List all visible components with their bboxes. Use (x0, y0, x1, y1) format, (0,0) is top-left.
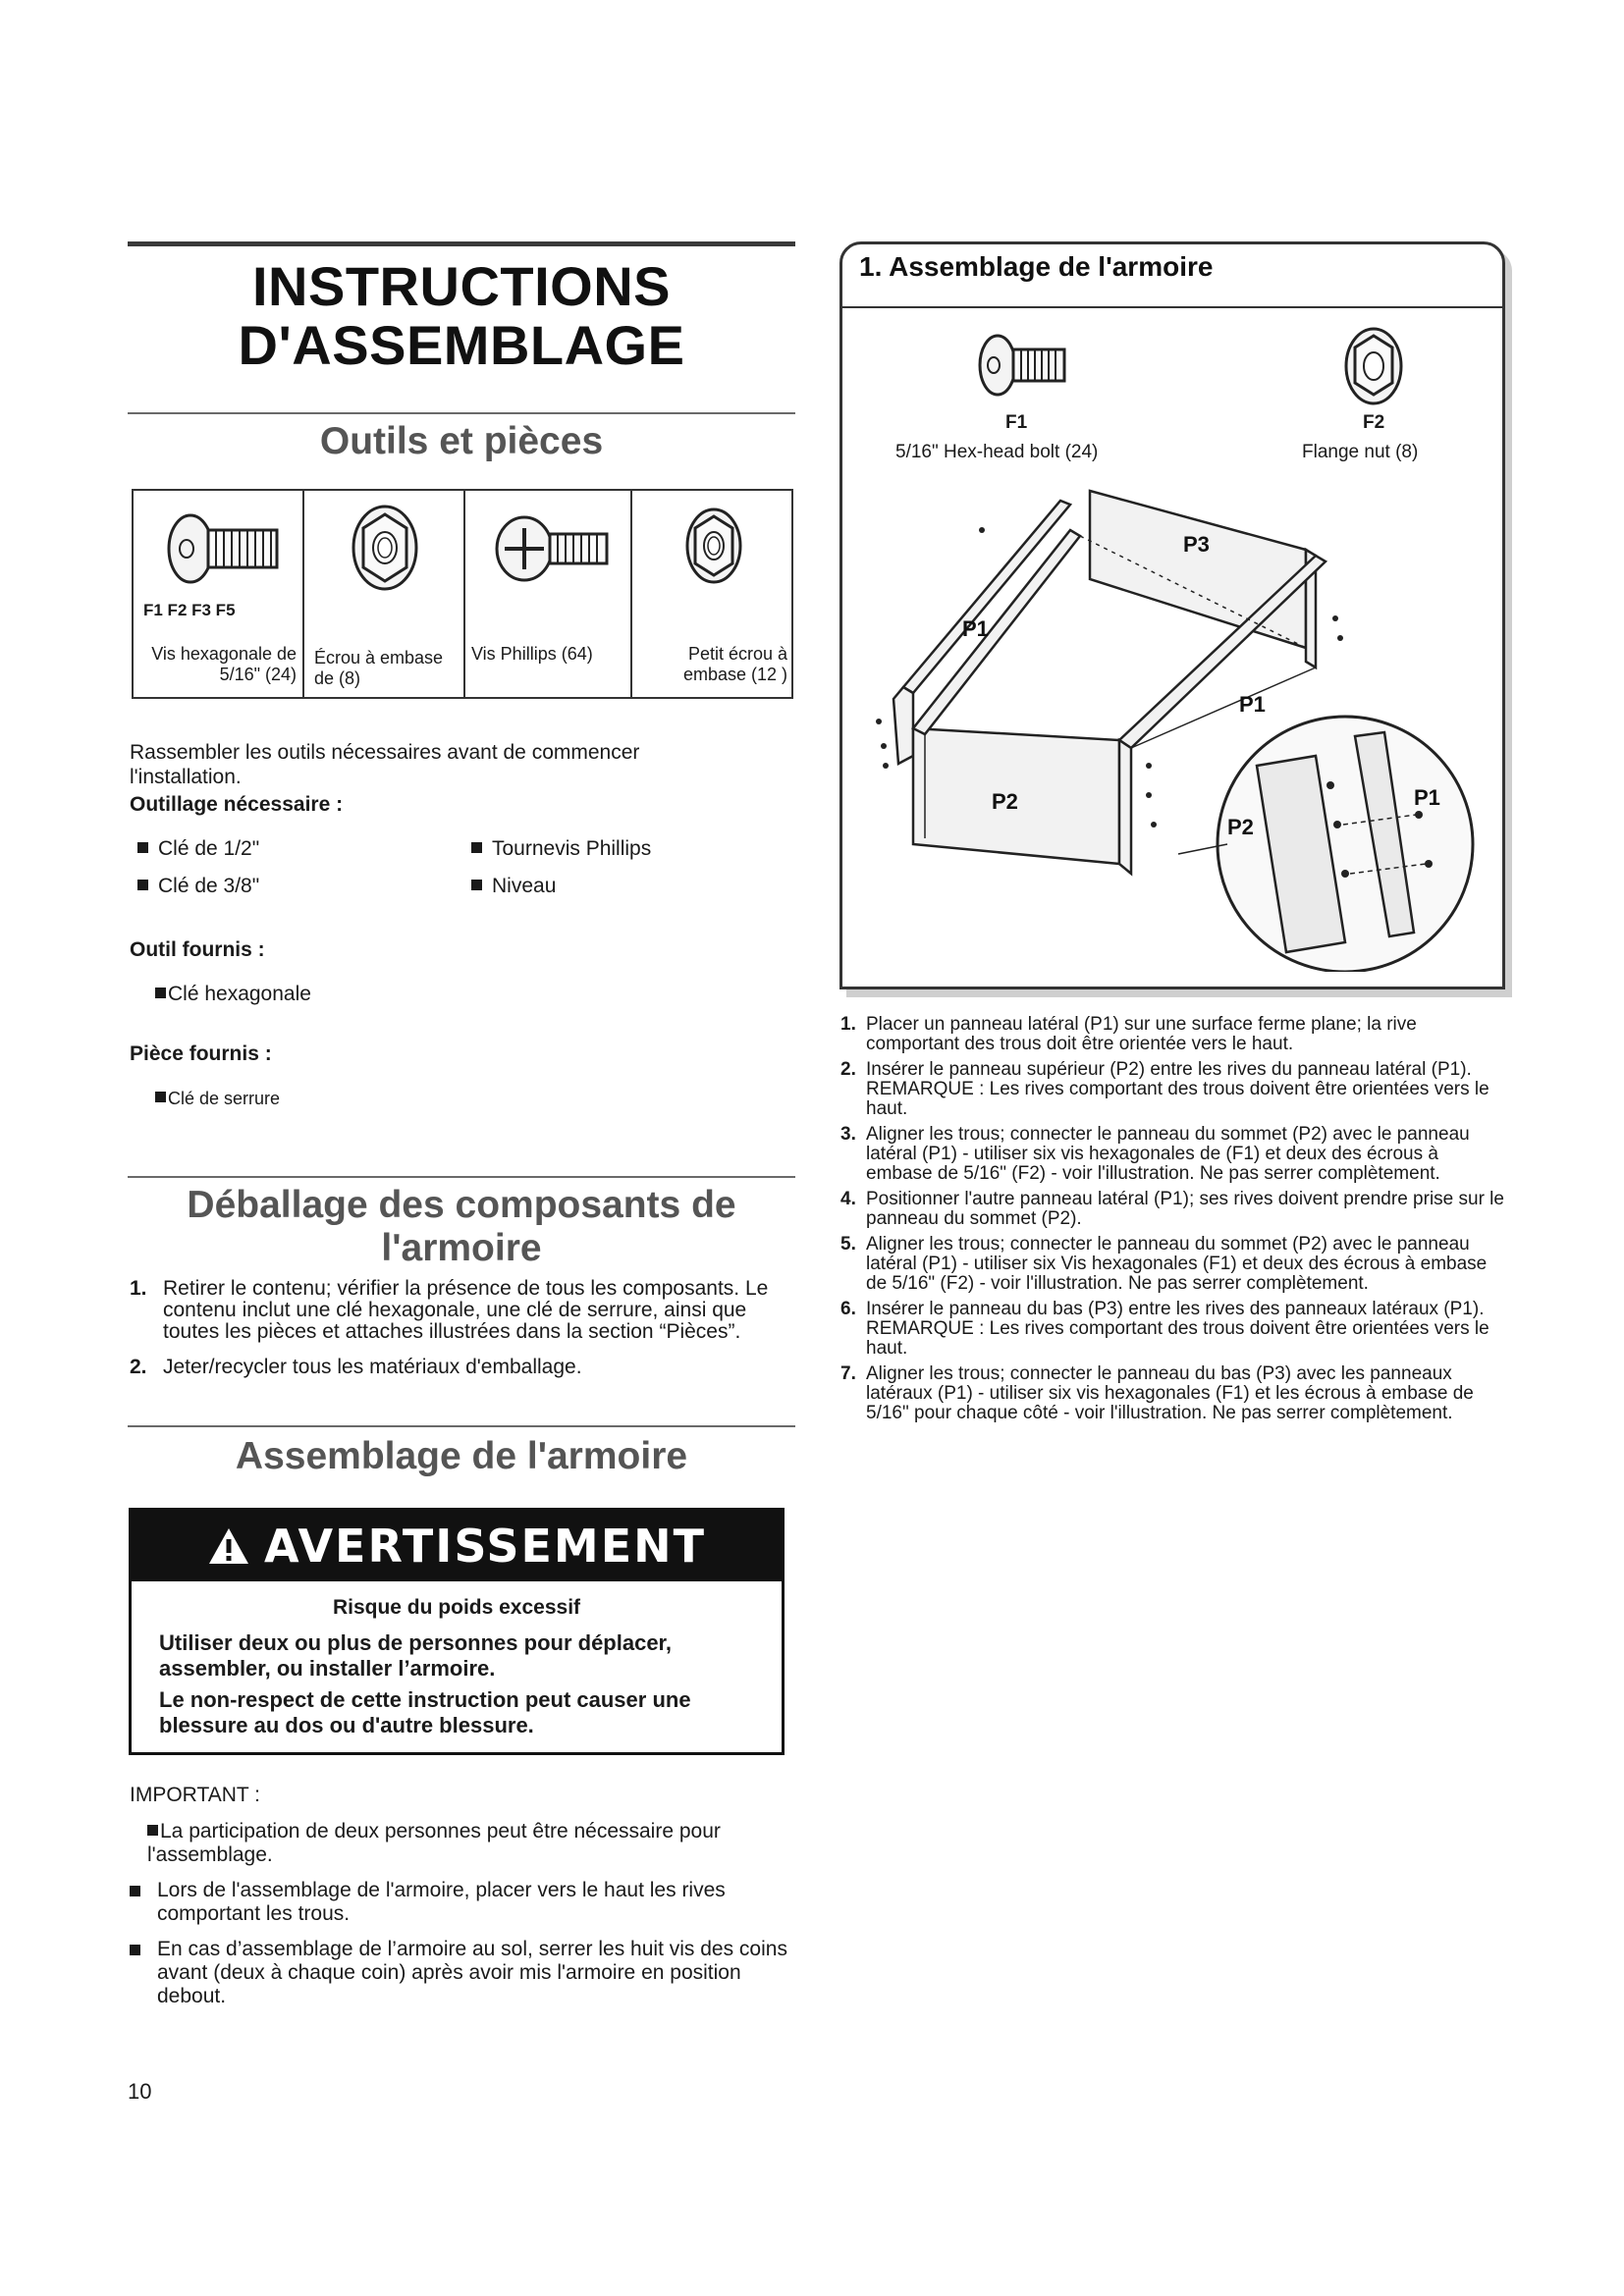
tool-item-label: Clé de 1/2" (158, 837, 260, 860)
bullet-icon (471, 842, 482, 853)
tool-item (471, 836, 651, 862)
bullet-icon (471, 880, 482, 890)
step-number: 5. (840, 1234, 856, 1255)
tool-item-label: Tournevis Phillips (492, 837, 652, 860)
part-supplied-label: Pièce fournis : (130, 1042, 272, 1065)
warning-box (129, 1508, 785, 1755)
bullet-icon (130, 1886, 140, 1896)
important-item-text: La participation de deux personnes peut être nécessaire pour l'assemblage. (147, 1820, 721, 1866)
step-number: 4. (840, 1189, 856, 1209)
step-note-text: REMARQUE : Les rives comportant des trous doivent être orientées vers le haut. (866, 1318, 1489, 1359)
step-number: 6. (840, 1299, 856, 1319)
page-title-line1: INSTRUCTIONS (252, 255, 671, 317)
step-text: Aligner les trous; connecter le panneau du bas (P3) avec les panneaux latéraux (P1) - utiliser six vis hexagonales (F1) et les écrous à embase de 5/16" pour chaque côté - voir l'illustration. Ne pas serrer complètement. (866, 1363, 1474, 1423)
unpacking-rule (128, 1176, 795, 1178)
assembly-step-note (840, 1319, 1508, 1359)
bullet-icon (137, 880, 148, 890)
parts-label: Vis hexagonale de 5/16" (24) (151, 644, 297, 684)
phillips-screw-icon (491, 505, 613, 593)
assembly-step (840, 1190, 1508, 1229)
step-number: 1. (130, 1277, 147, 1300)
unpacking-step (130, 1278, 778, 1343)
diagram-label-p1-detail: P1 (1414, 785, 1440, 810)
assembly-panel-header-rule (842, 306, 1502, 308)
parts-cell-phillips-screw (465, 491, 632, 697)
diagram-label-p3: P3 (1183, 532, 1210, 557)
warning-text-2: Le non-respect de cette instruction peut causer une blessure au dos ou d'autre blessure. (159, 1687, 691, 1737)
important-item-text: En cas d’assemblage de l’armoire au sol, serrer les huit vis des coins avant (deux à chaque coin) après avoir mis l'armoire en position debout. (157, 1938, 787, 2007)
warning-triangle-icon (207, 1526, 250, 1566)
parts-label: Écrou à embase de (8) (314, 648, 444, 688)
assembly-step (840, 1015, 1508, 1054)
warning-text-1: Utiliser deux ou plus de personnes pour déplacer, assembler, ou installer l’armoire. (159, 1630, 673, 1681)
step-text: Insérer le panneau supérieur (P2) entre les rives du panneau latéral (P1). (866, 1059, 1472, 1080)
step-text: Aligner les trous; connecter le panneau du sommet (P2) avec le panneau latéral (P1) - utiliser six Vis hexagonales (F1) et deux des écrous à embase de 5/16" (F2) - voir l'illustration. Ne pas serrer complètement. (866, 1234, 1488, 1294)
page-title-line2: D'ASSEMBLAGE (238, 314, 685, 376)
step-note-text: REMARQUE : Les rives comportant des trous doivent être orientées vers le haut. (866, 1079, 1489, 1119)
assembly-step (840, 1060, 1508, 1080)
warning-subtitle: Risque du poids excessif (332, 1596, 581, 1619)
tool-item-label: Clé de 3/8" (158, 875, 260, 897)
bullet-icon (155, 988, 166, 998)
assembly-panel-title: 1. Assemblage de l'armoire (859, 251, 1214, 282)
warning-title: AVERTISSEMENT (263, 1520, 707, 1573)
tool-supplied-label: Outil fournis : (130, 938, 265, 961)
unpacking-heading-line2: l'armoire (381, 1227, 542, 1269)
tools-intro: Rassembler les outils nécessaires avant de commencer l'installation. (130, 741, 640, 788)
unpacking-heading-line1: Déballage des composants de (187, 1184, 736, 1226)
bullet-icon (137, 842, 148, 853)
page-title (128, 257, 795, 375)
part-code-f1: F1 (1005, 412, 1028, 433)
step-text: Positionner l'autre panneau latéral (P1); ses rives doivent prendre prise sur le panneau du sommet (P2). (866, 1189, 1504, 1229)
parts-label: Vis Phillips (64) (471, 644, 593, 664)
small-flange-nut-icon (681, 503, 746, 589)
part-desc-f1: 5/16" Hex-head bolt (24) (895, 442, 1099, 462)
title-top-rule (128, 241, 795, 246)
step-text: Jeter/recycler tous les matériaux d'emballage. (163, 1356, 582, 1378)
step-number: 2. (130, 1356, 147, 1378)
important-item-text: Lors de l'assemblage de l'armoire, placer vers le haut les rives comportant les trous. (157, 1879, 726, 1925)
diagram-label-p1: P1 (962, 616, 989, 641)
step-text: Placer un panneau latéral (P1) sur une surface ferme plane; la rive comportant des trous doit être orientée vers le haut. (866, 1014, 1417, 1054)
parts-table (132, 489, 793, 699)
assembly-step-note (840, 1080, 1508, 1119)
tools-needed-label: Outillage nécessaire : (130, 793, 344, 816)
tool-item (471, 874, 556, 899)
step-text: Insérer le panneau du bas (P3) entre les rives des panneaux latéraux (P1). (866, 1299, 1485, 1319)
tools-rule (128, 412, 795, 414)
tool-item-label: Niveau (492, 875, 557, 897)
important-item (130, 1879, 797, 1926)
unpacking-heading (128, 1184, 795, 1270)
step-number: 1. (840, 1014, 856, 1035)
tool-supplied-item (155, 982, 311, 1007)
tools-heading: Outils et pièces (319, 420, 604, 462)
unpacking-step (130, 1357, 778, 1378)
bullet-icon (147, 1825, 158, 1836)
assembly-steps (840, 1015, 1508, 1429)
hex-bolt-icon (972, 328, 1070, 402)
page-number: 10 (128, 2079, 152, 2104)
step-text: Retirer le contenu; vérifier la présence de tous les composants. Le contenu inclut une clé hexagonale, une clé de serrure, ainsi que toutes les pièces et attaches illustrées dans la section “Pièces”. (163, 1277, 769, 1343)
parts-cell-small-flange-nut (632, 491, 791, 697)
bullet-icon (155, 1092, 166, 1102)
diagram-panel-edge (903, 501, 1070, 693)
parts-code: F1 F2 F3 F5 (143, 601, 236, 619)
warning-header (132, 1511, 782, 1581)
important-label: IMPORTANT : (130, 1784, 261, 1806)
assembly-step (840, 1364, 1508, 1423)
parts-cell-hex-bolt (134, 491, 304, 697)
step-number: 2. (840, 1059, 856, 1080)
tool-supplied-value: Clé hexagonale (168, 983, 311, 1005)
assembly-step (840, 1300, 1508, 1319)
flange-nut-icon (1341, 324, 1406, 408)
assembly-step (840, 1235, 1508, 1294)
diagram-label-p2-detail: P2 (1227, 815, 1254, 839)
step-number: 3. (840, 1124, 856, 1145)
assembly-rule (128, 1425, 795, 1427)
step-text: Aligner les trous; connecter le panneau du sommet (P2) avec le panneau latéral (P1) - utiliser six vis hexagonales de (F1) et deux des écrous à embase de 5/16" (F2) - voir l'illustration. Ne pas serrer complètement. (866, 1124, 1470, 1184)
flange-nut-icon (348, 501, 422, 595)
parts-cell-flange-nut (304, 491, 465, 697)
tool-item (137, 836, 259, 862)
assembly-heading: Assemblage de l'armoire (235, 1435, 688, 1477)
unpacking-steps (130, 1278, 778, 1392)
hex-bolt-icon (159, 505, 285, 593)
part-supplied-item (155, 1086, 280, 1111)
diagram-label-p1: P1 (1239, 692, 1266, 717)
bullet-icon (130, 1945, 140, 1955)
important-item (147, 1820, 795, 1867)
part-code-f2: F2 (1363, 412, 1385, 433)
cabinet-assembly-diagram (854, 471, 1483, 972)
important-item (130, 1938, 797, 2008)
parts-label: Petit écrou à embase (12 ) (682, 644, 787, 684)
part-supplied-value: Clé de serrure (168, 1089, 281, 1108)
part-desc-f2: Flange nut (8) (1302, 442, 1419, 462)
assembly-step (840, 1125, 1508, 1184)
diagram-label-p2: P2 (992, 789, 1018, 814)
tool-item (137, 874, 259, 899)
step-number: 7. (840, 1363, 856, 1384)
